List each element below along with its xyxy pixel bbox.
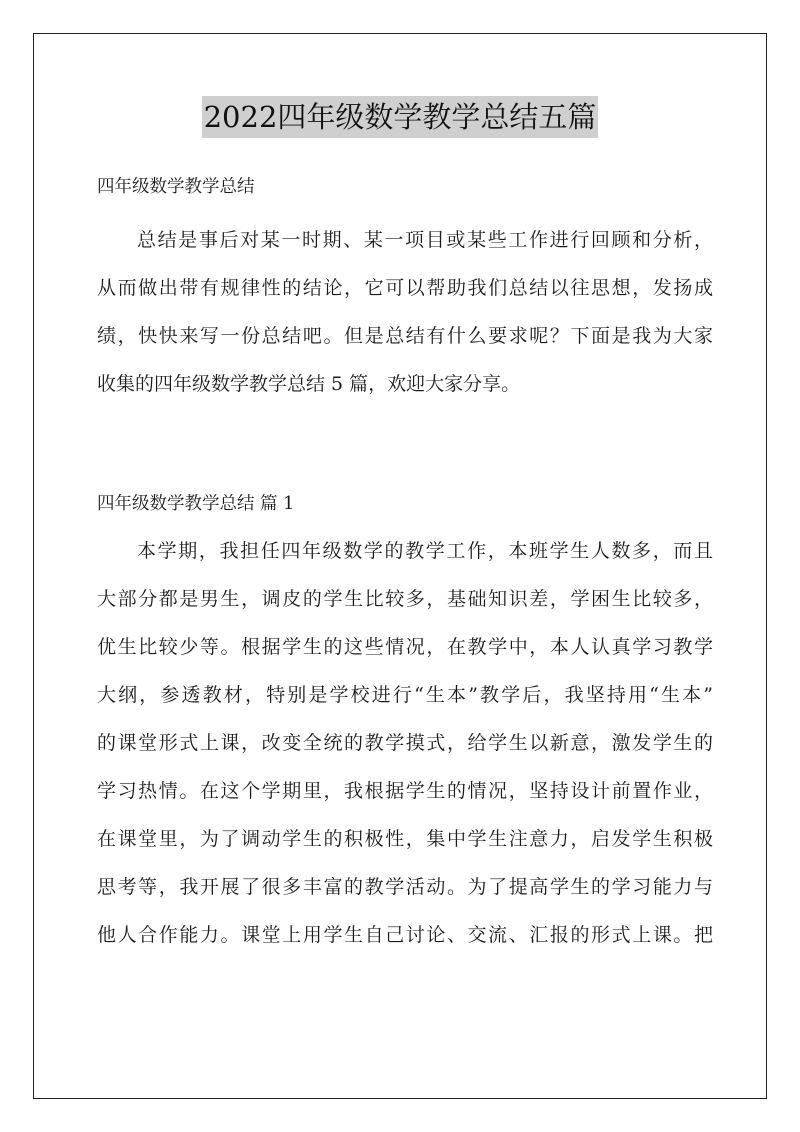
paragraph-line: 思考等，我开展了很多丰富的教学活动。为了提高学生的学习能力与 — [97, 876, 713, 898]
paragraph-line: 大纲，参透教材，特别是学校进行“生本”教学后，我坚持用“生本” — [97, 684, 713, 706]
section1-paragraph — [97, 527, 713, 959]
document-title: 2022四年级数学教学总结五篇 — [202, 96, 599, 138]
paragraph-line: 总结是事后对某一时期、某一项目或某些工作进行回顾和分析， — [137, 229, 713, 251]
paragraph-line: 本学期，我担任四年级数学的教学工作，本班学生人数多，而且 — [137, 540, 713, 562]
intro-paragraph — [97, 216, 713, 408]
paragraph-line: 的课堂形式上课，改变全统的教学摸式，给学生以新意，激发学生的 — [97, 732, 713, 754]
paragraph-line: 绩，快快来写一份总结吧。但是总结有什么要求呢？下面是我为大家 — [97, 325, 713, 347]
paragraph-line: 优生比较少等。根据学生的这些情况，在教学中，本人认真学习教学 — [97, 636, 713, 658]
intro-heading: 四年级数学教学总结 — [97, 177, 255, 197]
paragraph-line: 学习热情。在这个学期里，我根据学生的情况，坚持设计前置作业， — [97, 780, 713, 802]
paragraph-line: 从而做出带有规律性的结论，它可以帮助我们总结以往思想，发扬成 — [97, 277, 713, 299]
paragraph-line: 在课堂里，为了调动学生的积极性，集中学生注意力，启发学生积极 — [97, 828, 713, 850]
section1-heading: 四年级数学教学总结 篇 1 — [97, 494, 295, 514]
paragraph-line: 收集的四年级数学教学总结 5 篇，欢迎大家分享。 — [97, 373, 521, 395]
paragraph-line: 他人合作能力。课堂上用学生自己讨论、交流、汇报的形式上课。把 — [97, 924, 713, 946]
paragraph-line: 大部分都是男生，调皮的学生比较多，基础知识差，学困生比较多， — [97, 588, 713, 610]
title-container — [0, 96, 800, 138]
